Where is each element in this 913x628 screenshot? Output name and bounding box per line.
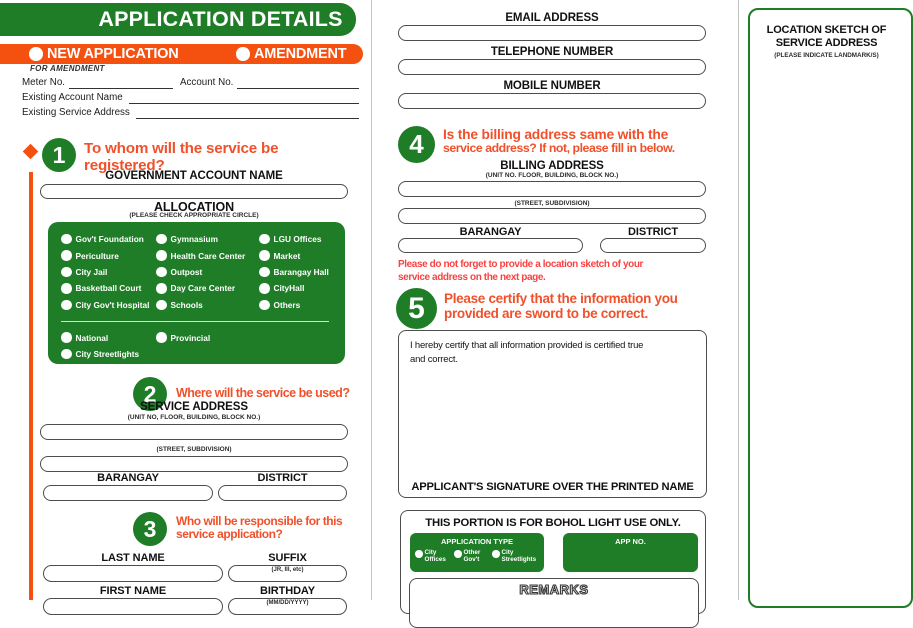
radio-circle-icon [259, 267, 270, 278]
billing-street-hint: (STREET, SUBDIVISION) [514, 200, 590, 207]
first-name-label: FIRST NAME [99, 585, 167, 597]
section-1-title-line2: registered? [84, 157, 165, 175]
allocation-option[interactable]: Periculture [61, 250, 156, 261]
radio-circle-icon [259, 234, 270, 245]
allocation-box [48, 222, 345, 364]
remarks-box[interactable] [409, 578, 699, 628]
government-account-name-input[interactable] [40, 184, 348, 199]
allocation-option[interactable]: Outpost [156, 267, 259, 278]
section-5-number-badge: 5 [396, 288, 437, 329]
radio-circle-icon [156, 267, 167, 278]
allocation-option[interactable]: City Streetlights [61, 349, 156, 360]
existing-account-name-line[interactable] [129, 102, 359, 104]
service-address-unit-hint: (UNIT NO, FLOOR, BUILDING, BLOCK NO.) [127, 414, 261, 421]
radio-circle-icon [61, 349, 72, 360]
section-3-title-line1: Who will be responsible for this [176, 514, 343, 528]
mobile-number-input[interactable] [398, 93, 706, 109]
account-no-label: Account No. [180, 77, 234, 88]
section-1-title [84, 140, 278, 174]
allocation-option[interactable]: Health Care Center [156, 250, 259, 261]
suffix-input[interactable] [228, 565, 347, 582]
billing-barangay-label: BARANGAY [459, 226, 522, 238]
suffix-label: SUFFIX [268, 552, 307, 564]
first-name-input[interactable] [43, 598, 223, 615]
section-1-marker-diamond [23, 144, 39, 160]
section-3-title [176, 515, 342, 542]
radio-circle-icon [61, 267, 72, 278]
amendment-label: AMENDMENT [254, 46, 347, 62]
section-4-title [443, 127, 675, 156]
radio-circle-icon [259, 283, 270, 294]
radio-circle-icon [156, 250, 167, 261]
billing-unit-hint: (UNIT NO. FLOOR, BUILDING, BLOCK NO.) [485, 172, 619, 179]
mobile-number-label: MOBILE NUMBER [503, 80, 601, 92]
section-5-title-line2: provided are sword to be correct. [444, 306, 648, 322]
allocation-option[interactable]: City Gov't Hospital [61, 300, 156, 311]
application-type-label: APPLICATION TYPE [441, 537, 513, 546]
allocation-option[interactable]: Day Care Center [156, 283, 259, 294]
allocation-option[interactable]: Others [259, 300, 345, 311]
certification-signature-box[interactable] [398, 330, 707, 498]
location-sketch-title-line2: SERVICE ADDRESS [775, 37, 878, 49]
office-use-title: THIS PORTION IS FOR BOHOL LIGHT USE ONLY. [425, 517, 681, 529]
office-use-box [400, 510, 706, 614]
billing-district-label: DISTRICT [628, 226, 678, 238]
radio-circle-icon [156, 300, 167, 311]
section-2-number-badge: 2 [133, 377, 167, 411]
certification-text-line2: and correct. [410, 353, 458, 365]
page-title-banner [0, 3, 356, 36]
government-account-name-label: GOVERNMENT ACCOUNT NAME [105, 170, 283, 182]
billing-address-label: BILLING ADDRESS [500, 160, 604, 172]
allocation-option[interactable]: Schools [156, 300, 259, 311]
section-4-title-line1: Is the billing address same with the [443, 127, 669, 142]
application-type-option[interactable]: City Streetlights [492, 549, 544, 563]
certification-text [410, 339, 698, 367]
telephone-number-input[interactable] [398, 59, 706, 75]
radio-circle-icon [454, 550, 462, 558]
allocation-hint: (PLEASE CHECK APPROPRIATE CIRCLE) [129, 212, 259, 219]
radio-circle-icon [61, 250, 72, 261]
telephone-number-label: TELEPHONE NUMBER [490, 46, 614, 58]
section-1-number-badge: 1 [42, 138, 76, 172]
location-sketch-hint: (PLEASE INDICATE LANDMARK/S) [774, 52, 879, 59]
last-name-input[interactable] [43, 565, 223, 582]
allocation-label: ALLOCATION [153, 200, 234, 214]
column-divider [738, 0, 739, 600]
location-sketch-box[interactable] [748, 8, 913, 608]
service-address-street-input[interactable] [40, 456, 348, 472]
column-divider [371, 0, 372, 600]
certification-text-line1: I hereby certify that all information provided is certified true [410, 340, 644, 351]
radio-circle-icon [492, 550, 500, 558]
page-title: APPLICATION DETAILS [98, 7, 343, 31]
email-address-label: EMAIL ADDRESS [505, 12, 599, 24]
radio-circle-icon [61, 234, 72, 245]
allocation-option[interactable]: Gov't Foundation [61, 234, 156, 245]
location-sketch-note [398, 258, 643, 284]
left-accent-line [29, 172, 33, 600]
new-application-label: NEW APPLICATION [47, 46, 179, 62]
suffix-hint: (JR, III, etc) [271, 567, 304, 573]
last-name-label: LAST NAME [101, 552, 165, 564]
section-5-title [444, 291, 678, 321]
application-type-box [410, 533, 544, 572]
meter-no-line[interactable] [69, 87, 173, 89]
billing-district-input[interactable] [600, 238, 706, 253]
applicant-signature-label: APPLICANT'S SIGNATURE OVER THE PRINTED NAME [411, 481, 694, 493]
location-sketch-title-line1: LOCATION SKETCH OF [766, 24, 887, 36]
allocation-option[interactable]: LGU Offices [259, 234, 345, 245]
allocation-option[interactable]: CityHall [259, 283, 345, 294]
birthday-label: BIRTHDAY [259, 585, 316, 597]
allocation-option[interactable]: Gymnasium [156, 234, 259, 245]
district-label: DISTRICT [257, 472, 308, 484]
existing-account-name-label: Existing Account Name [22, 92, 123, 103]
radio-circle-icon [61, 283, 72, 294]
section-3-number-badge: 3 [133, 512, 167, 546]
service-address-label: SERVICE ADDRESS [140, 401, 248, 413]
app-no-label: APP NO. [615, 537, 646, 546]
radio-circle-icon [259, 300, 270, 311]
allocation-option[interactable]: Provincial [156, 332, 259, 343]
radio-circle-icon [61, 332, 72, 343]
barangay-label: BARANGAY [97, 472, 159, 484]
location-sketch-note-line1: Please do not forget to provide a location sketch of your [398, 259, 644, 270]
section-4-number-badge: 4 [398, 126, 435, 163]
service-address-unit-input[interactable] [40, 424, 348, 440]
birthday-input[interactable] [228, 598, 347, 615]
service-address-street-hint: (STREET, SUBDIVISION) [156, 446, 232, 453]
allocation-option[interactable]: Barangay Hall [259, 267, 345, 278]
barangay-input[interactable] [43, 485, 213, 501]
account-no-line[interactable] [237, 87, 359, 89]
existing-service-address-line[interactable] [136, 117, 359, 119]
application-type-option[interactable]: Other Gov't [454, 549, 490, 563]
billing-street-input[interactable] [398, 208, 706, 224]
radio-circle-icon [156, 283, 167, 294]
new-application-radio[interactable] [29, 47, 43, 61]
billing-unit-input[interactable] [398, 181, 706, 197]
application-type-bar [0, 44, 363, 64]
section-4-title-line2: service address? If not, please fill in below. [443, 141, 675, 156]
radio-circle-icon [415, 550, 423, 558]
radio-circle-icon [156, 234, 167, 245]
application-type-option[interactable]: City Offices [415, 549, 451, 563]
allocation-option[interactable]: City Jail [61, 267, 156, 278]
section-3-title-line2: service application? [176, 527, 283, 542]
allocation-divider [61, 321, 329, 322]
birthday-hint: (MM/DD/YYYY) [266, 600, 309, 606]
section-1-title-line1: To whom will the service be [84, 140, 279, 157]
section-2-title: Where will the service be used? [176, 386, 350, 400]
radio-circle-icon [156, 332, 167, 343]
allocation-option[interactable]: National [61, 332, 156, 343]
existing-service-address-label: Existing Service Address [22, 107, 130, 118]
section-5-title-line1: Please certify that the information you [444, 291, 678, 306]
radio-circle-icon [259, 250, 270, 261]
remarks-label: REMARKS [519, 582, 589, 597]
email-address-input[interactable] [398, 25, 706, 41]
meter-no-label: Meter No. [22, 77, 66, 88]
district-input[interactable] [218, 485, 347, 501]
billing-barangay-input[interactable] [398, 238, 583, 253]
app-no-box[interactable] [563, 533, 698, 572]
amendment-radio[interactable] [236, 47, 250, 61]
allocation-option[interactable]: Market [259, 250, 345, 261]
radio-circle-icon [61, 300, 72, 311]
for-amendment-note: FOR AMENDMENT [30, 64, 105, 73]
location-sketch-note-line2: service address on the next page. [398, 272, 546, 283]
allocation-option[interactable]: Basketball Court [61, 283, 156, 294]
